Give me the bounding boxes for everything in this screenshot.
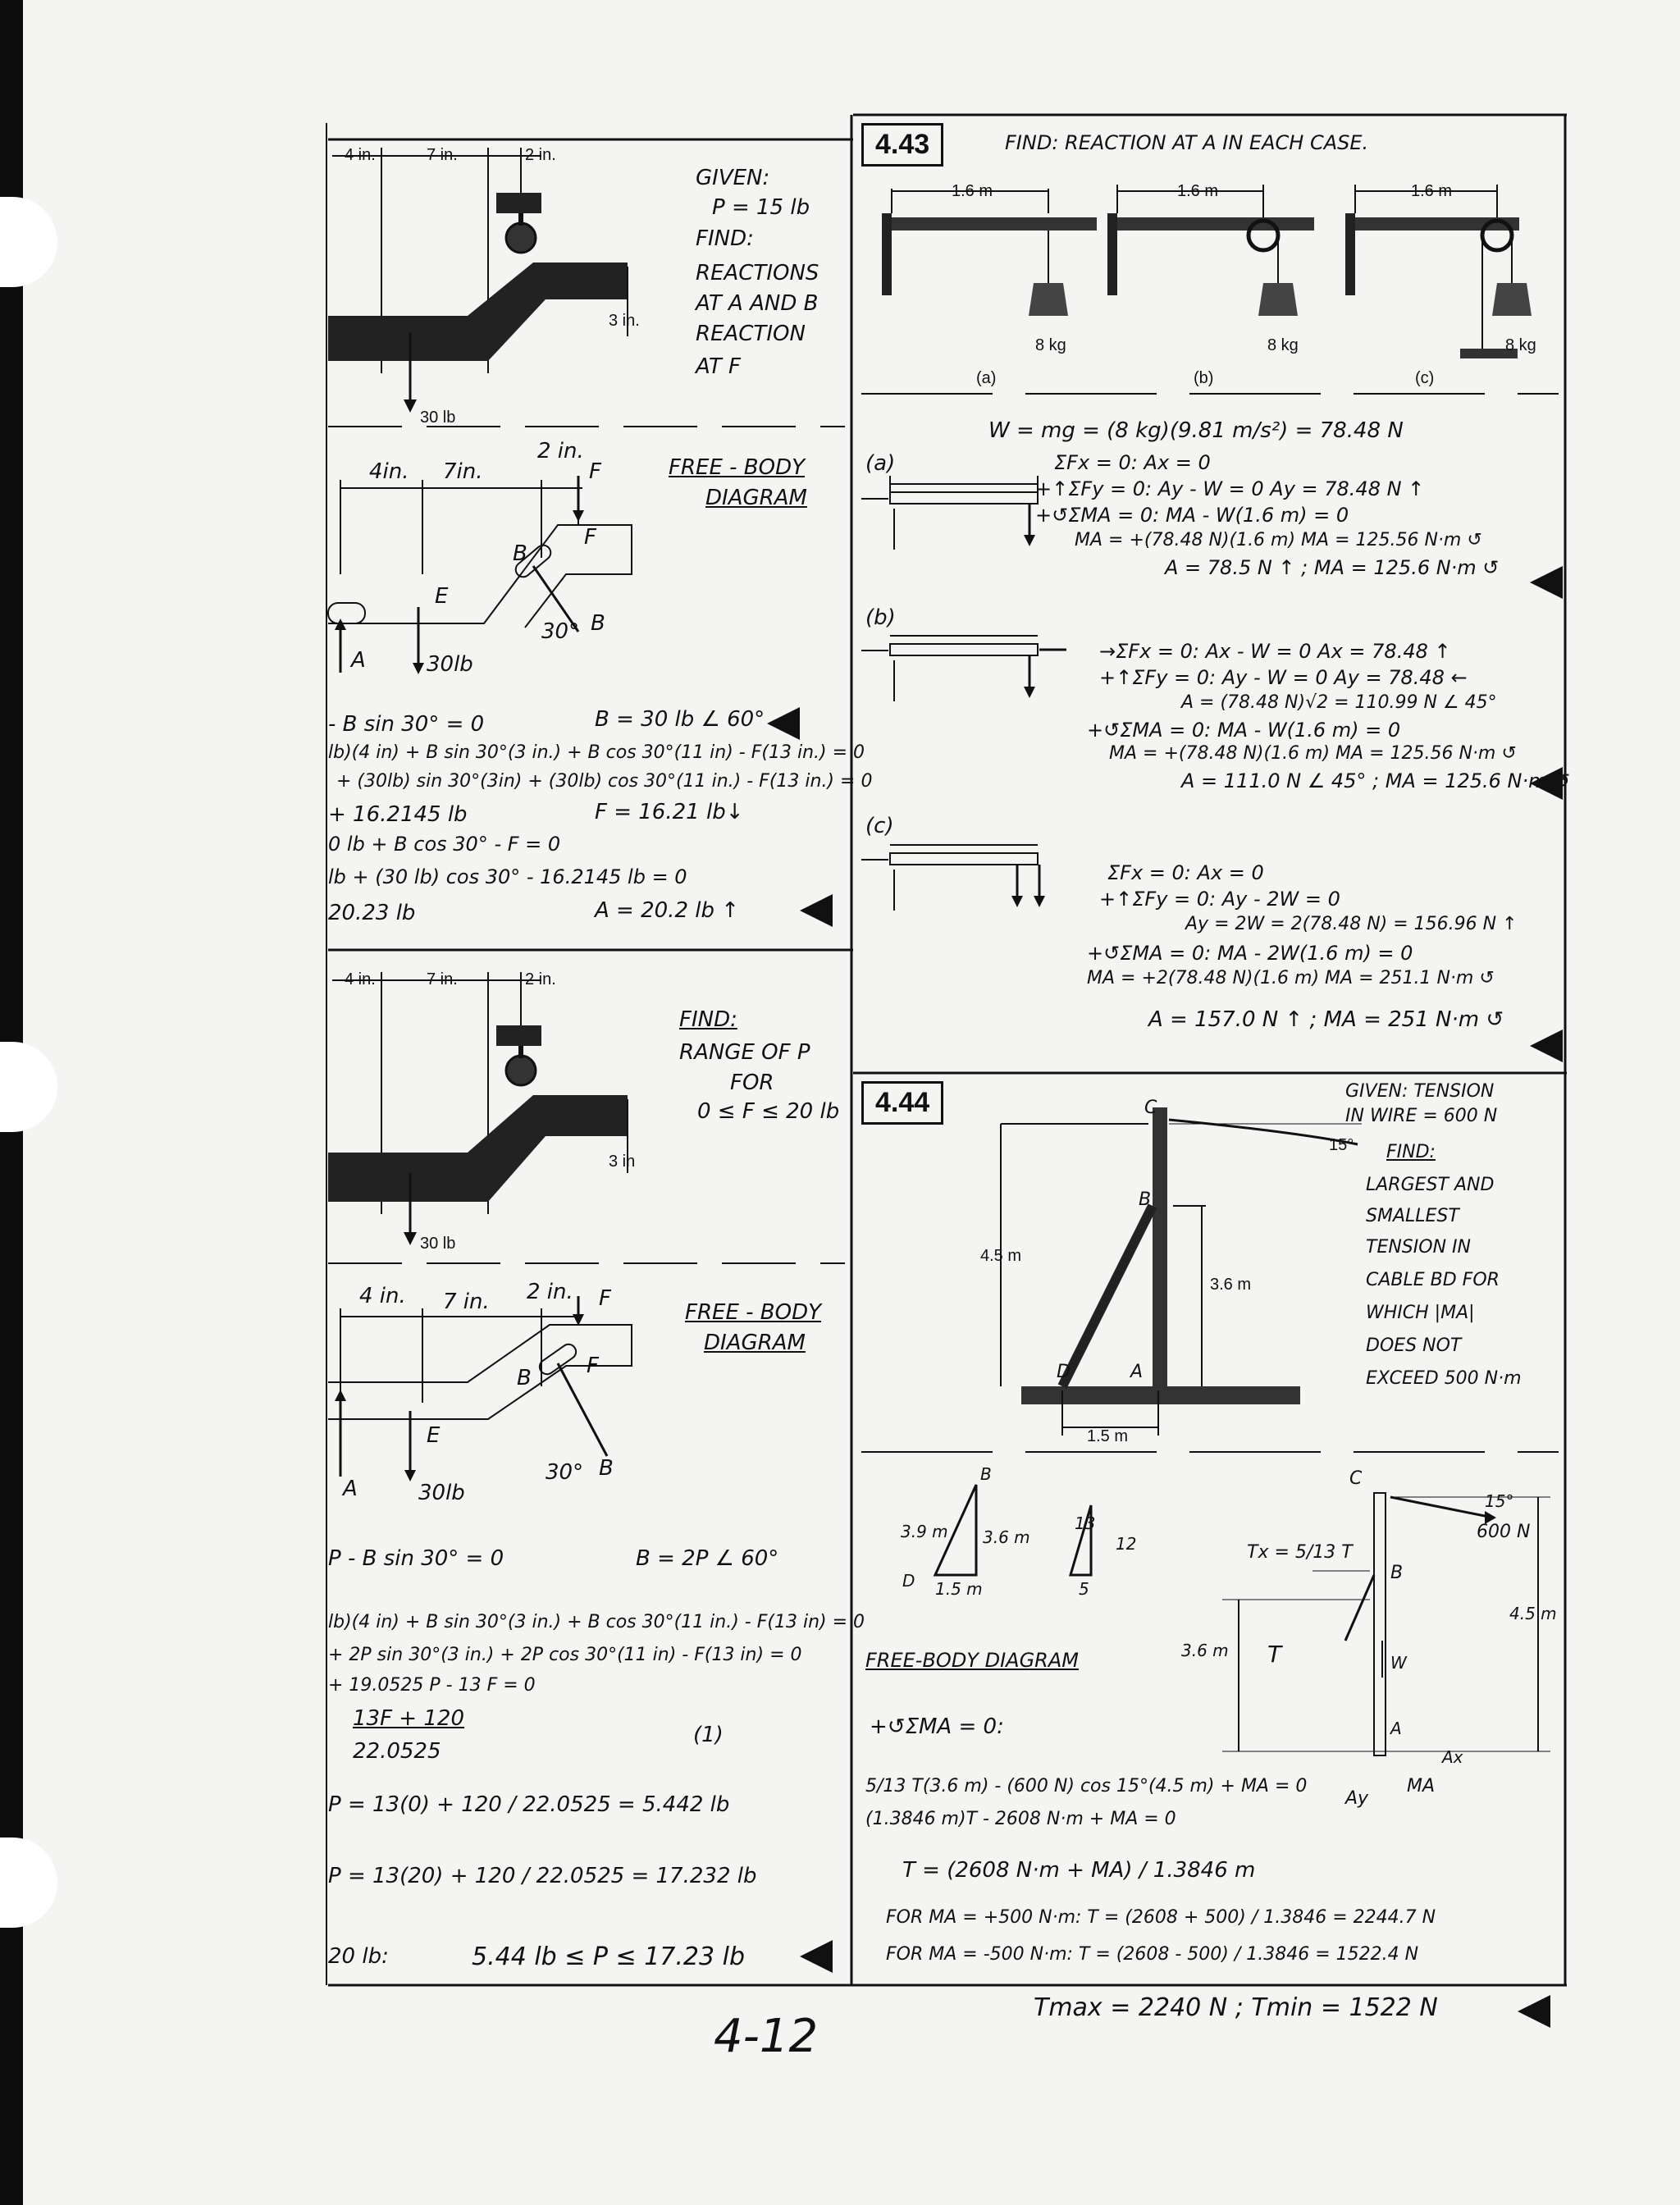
cantilever-figures bbox=[870, 176, 1567, 381]
equation: +↺ΣMA = 0: MA - 2W(1.6 m) = 0 bbox=[1087, 942, 1413, 965]
angle-label: 30° bbox=[546, 1460, 584, 1485]
dim-label: 4.5 m bbox=[1509, 1604, 1557, 1623]
tri-label: 12 bbox=[1116, 1534, 1137, 1554]
point-label: B bbox=[1390, 1563, 1404, 1583]
angle-label: 15° bbox=[1485, 1491, 1514, 1511]
fbd-caption: FREE-BODY DIAGRAM bbox=[865, 1649, 1079, 1672]
force-label: B bbox=[599, 1456, 614, 1481]
equation: A = (78.48 N)√2 = 110.99 N ∠ 45° bbox=[1181, 692, 1497, 713]
equation: lb)(4 in) + B sin 30°(3 in.) + B cos 30°(11 in) - F(13 in.) = 0 bbox=[328, 742, 865, 763]
dim-label: 3 in bbox=[609, 1153, 636, 1171]
equation: lb + (30 lb) cos 30° - 16.2145 lb = 0 bbox=[328, 865, 687, 888]
problem-number: 4.43 bbox=[861, 123, 943, 167]
equation: Ay = 2W = 2(78.48 N) = 156.96 N ↑ bbox=[1185, 914, 1518, 934]
given-line: REACTION bbox=[696, 322, 806, 346]
tri-label: 3.9 m bbox=[901, 1522, 948, 1541]
dim-label: 3.6 m bbox=[1181, 1641, 1229, 1660]
answer-arrow-icon bbox=[767, 707, 800, 740]
fraction-denominator: 22.0525 bbox=[353, 1739, 441, 1764]
dim-label: 3 in. bbox=[609, 312, 640, 330]
equation: +↑ΣFy = 0: Ay - W = 0 Ay = 78.48 N ↑ bbox=[1035, 477, 1425, 500]
given-line: P = 15 lb bbox=[712, 195, 810, 220]
problem-number: 4.44 bbox=[861, 1081, 943, 1125]
equation: + (30lb) sin 30°(3in) + (30lb) cos 30°(11 in.) - F(13 in.) = 0 bbox=[336, 771, 873, 792]
point-label: E bbox=[435, 584, 449, 609]
point-label: F bbox=[584, 525, 596, 550]
force-label: F bbox=[599, 1286, 611, 1311]
given-line: AT F bbox=[696, 354, 741, 379]
point-label: F bbox=[587, 1354, 599, 1378]
dim-label: 7 in. bbox=[427, 146, 458, 164]
equation: 5/13 T(3.6 m) - (600 N) cos 15°(4.5 m) + MA = 0 bbox=[865, 1776, 1308, 1796]
equation: 0 lb + B cos 30° - F = 0 bbox=[328, 833, 561, 856]
equation: 20 lb: bbox=[328, 1944, 389, 1969]
force-label: B bbox=[591, 611, 605, 636]
equation: P = 13(20) + 120 / 22.0525 = 17.232 lb bbox=[328, 1864, 757, 1888]
equation: + 2P sin 30°(3 in.) + 2P cos 30°(11 in) - F(13 in) = 0 bbox=[328, 1645, 802, 1665]
case-label: (c) bbox=[1415, 369, 1435, 387]
equation: +↺ΣMA = 0: MA - W(1.6 m) = 0 bbox=[1035, 504, 1349, 527]
equation: MA = +2(78.48 N)(1.6 m) MA = 251.1 N·m ↺ bbox=[1087, 968, 1495, 988]
case-label: (c) bbox=[865, 814, 894, 838]
equation: +↺ΣMA = 0: MA - W(1.6 m) = 0 bbox=[1087, 719, 1401, 742]
dim-label: 2 in. bbox=[525, 146, 556, 164]
point-label: A bbox=[343, 1477, 358, 1501]
dim-label: 4in. bbox=[369, 459, 409, 484]
equation: +↑ΣFy = 0: Ay - 2W = 0 bbox=[1099, 888, 1340, 911]
force-label: Ax bbox=[1442, 1747, 1463, 1767]
point-label: C bbox=[1349, 1468, 1363, 1489]
given-line: LARGEST AND bbox=[1366, 1175, 1495, 1195]
dim-label: 7 in. bbox=[443, 1290, 490, 1314]
dim-label: 4 in. bbox=[359, 1284, 406, 1308]
mass-label: 8 kg bbox=[1505, 336, 1536, 354]
answer: F = 16.21 lb↓ bbox=[595, 800, 744, 824]
force-label: Ay bbox=[1345, 1788, 1369, 1809]
equation: (1.3846 m)T - 2608 N·m + MA = 0 bbox=[865, 1809, 1176, 1829]
fbd-caption: DIAGRAM bbox=[705, 486, 807, 510]
bracket-figure-bottom bbox=[328, 968, 656, 1230]
given-line: GIVEN: bbox=[696, 166, 770, 190]
tri-label: 3.6 m bbox=[983, 1527, 1030, 1547]
answer: B = 2P ∠ 60° bbox=[636, 1546, 779, 1571]
dim-label: 7 in. bbox=[427, 970, 458, 988]
point-label: B bbox=[517, 1366, 532, 1390]
tri-label: B bbox=[980, 1464, 992, 1484]
tri-label: 1.5 m bbox=[935, 1579, 983, 1599]
tri-label: 13 bbox=[1075, 1513, 1096, 1533]
given-line: REACTIONS bbox=[696, 261, 819, 285]
dim-label: 1.5 m bbox=[1087, 1427, 1129, 1445]
force-label: 600 N bbox=[1477, 1522, 1531, 1542]
answer: A = 78.5 N ↑ ; MA = 125.6 N·m ↺ bbox=[1165, 556, 1500, 579]
moment-label: MA bbox=[1407, 1776, 1436, 1796]
equation: ΣFx = 0: Ax = 0 bbox=[1107, 861, 1264, 884]
answer-arrow-icon bbox=[800, 894, 833, 927]
answer: A = 111.0 N ∠ 45° ; MA = 125.6 N·m ↺ bbox=[1181, 769, 1571, 792]
answer: Tmax = 2240 N ; Tmin = 1522 N bbox=[1034, 1993, 1438, 2022]
point-label: B bbox=[513, 541, 527, 566]
case-label: (b) bbox=[1194, 369, 1214, 387]
equation: - B sin 30° = 0 bbox=[328, 712, 485, 737]
equation: P = 13(0) + 120 / 22.0525 = 5.442 lb bbox=[328, 1792, 730, 1817]
force-label: W bbox=[1390, 1653, 1407, 1673]
equation: FOR MA = -500 N·m: T = (2608 - 500) / 1.3846 = 1522.4 N bbox=[886, 1944, 1419, 1965]
page-number: 4-12 bbox=[714, 2010, 819, 2063]
dim-label: 2 in. bbox=[525, 970, 556, 988]
given-line: WHICH |MA| bbox=[1366, 1303, 1475, 1323]
load-label: 30 lb bbox=[420, 1235, 456, 1253]
answer-arrow-icon bbox=[1530, 1029, 1563, 1062]
case-label: (a) bbox=[865, 451, 896, 476]
mass-label: 8 kg bbox=[1035, 336, 1066, 354]
equation: +↺ΣMA = 0: bbox=[870, 1714, 1004, 1739]
given-line: AT A AND B bbox=[696, 291, 819, 316]
point-label: A bbox=[351, 648, 366, 673]
equation: W = mg = (8 kg)(9.81 m/s²) = 78.48 N bbox=[988, 418, 1404, 443]
free-body-diagram-pole bbox=[1214, 1468, 1559, 1796]
given-line: FIND: bbox=[1386, 1142, 1436, 1162]
case-label: (b) bbox=[865, 605, 896, 630]
point-label: C bbox=[1144, 1098, 1157, 1118]
given-line: CABLE BD FOR bbox=[1366, 1270, 1500, 1290]
dim-label: 1.6 m bbox=[1177, 182, 1219, 200]
dim-label: 1.6 m bbox=[952, 182, 993, 200]
given-line: EXCEED 500 N·m bbox=[1366, 1368, 1522, 1389]
answer-arrow-icon bbox=[1530, 767, 1563, 800]
equation: P - B sin 30° = 0 bbox=[328, 1546, 504, 1571]
dim-label: 2 in. bbox=[527, 1280, 573, 1304]
bracket-figure-top bbox=[328, 144, 656, 390]
answer-arrow-icon bbox=[1530, 566, 1563, 599]
equation-number: (1) bbox=[693, 1723, 724, 1747]
equation: 20.23 lb bbox=[328, 901, 416, 925]
equation: + 16.2145 lb bbox=[328, 802, 468, 827]
dim-label: 4.5 m bbox=[980, 1247, 1022, 1265]
free-body-diagram-top bbox=[328, 459, 656, 681]
find-line: FIND: bbox=[679, 1007, 737, 1032]
force-label: T bbox=[1267, 1641, 1282, 1668]
point-label: A bbox=[1390, 1719, 1402, 1738]
point-label: A bbox=[1130, 1362, 1144, 1382]
load-label: 30 lb bbox=[420, 409, 456, 427]
fbd-caption: FREE - BODY bbox=[669, 455, 805, 480]
equation: FOR MA = +500 N·m: T = (2608 + 500) / 1.3846 = 2244.7 N bbox=[886, 1907, 1436, 1928]
answer: 5.44 lb ≤ P ≤ 17.23 lb bbox=[472, 1942, 746, 1971]
force-label: F bbox=[589, 459, 601, 484]
given-line: IN WIRE = 600 N bbox=[1345, 1106, 1498, 1126]
equation: lb)(4 in) + B sin 30°(3 in.) + B cos 30°(11 in.) - F(13 in) = 0 bbox=[328, 1612, 865, 1632]
find-line: RANGE OF P bbox=[679, 1040, 810, 1065]
angle-label: 30° bbox=[541, 619, 580, 644]
force-label: Tx = 5/13 T bbox=[1247, 1542, 1353, 1563]
answer: B = 30 lb ∠ 60° bbox=[595, 707, 765, 732]
mass-label: 8 kg bbox=[1267, 336, 1299, 354]
dim-label: 4 in. bbox=[345, 970, 376, 988]
answer-arrow-icon bbox=[1518, 1995, 1550, 2028]
problem-statement: FIND: REACTION AT A IN EACH CASE. bbox=[1005, 131, 1369, 154]
angle-label: 15° bbox=[1329, 1136, 1354, 1154]
dim-label: 4 in. bbox=[345, 146, 376, 164]
given-line: SMALLEST bbox=[1366, 1206, 1459, 1226]
given-line: TENSION IN bbox=[1366, 1237, 1471, 1258]
fbd-caption: FREE - BODY bbox=[685, 1300, 821, 1325]
equation: MA = +(78.48 N)(1.6 m) MA = 125.56 N·m ↺ bbox=[1109, 743, 1517, 764]
fraction-numerator: 13F + 120 bbox=[353, 1706, 464, 1731]
find-line: 0 ≤ F ≤ 20 lb bbox=[697, 1099, 840, 1124]
dim-label: 1.6 m bbox=[1411, 182, 1453, 200]
point-label: D bbox=[1057, 1362, 1071, 1382]
dim-label: 3.6 m bbox=[1210, 1276, 1252, 1294]
equation: T = (2608 N·m + MA) / 1.3846 m bbox=[902, 1858, 1256, 1883]
equation: →ΣFx = 0: Ax - W = 0 Ax = 78.48 ↑ bbox=[1099, 640, 1451, 663]
dim-label: 2 in. bbox=[537, 439, 584, 463]
find-line: FOR bbox=[730, 1071, 774, 1095]
load-label: 30lb bbox=[427, 652, 473, 677]
point-label: B bbox=[1139, 1189, 1152, 1210]
equation: +↑ΣFy = 0: Ay - W = 0 Ay = 78.48 ← bbox=[1099, 666, 1468, 689]
dim-label: 7in. bbox=[443, 459, 483, 484]
tri-label: 5 bbox=[1079, 1579, 1089, 1599]
answer: A = 157.0 N ↑ ; MA = 251 N·m ↺ bbox=[1148, 1007, 1504, 1032]
fbd-caption: DIAGRAM bbox=[704, 1331, 806, 1355]
given-line: GIVEN: TENSION bbox=[1345, 1081, 1495, 1102]
case-label: (a) bbox=[976, 369, 997, 387]
equation: MA = +(78.48 N)(1.6 m) MA = 125.56 N·m ↺ bbox=[1075, 530, 1482, 550]
given-line: DOES NOT bbox=[1366, 1335, 1462, 1356]
answer-arrow-icon bbox=[800, 1940, 833, 1973]
equation: + 19.0525 P - 13 F = 0 bbox=[328, 1675, 536, 1696]
equation: ΣFx = 0: Ax = 0 bbox=[1054, 451, 1211, 474]
given-line: FIND: bbox=[696, 226, 754, 251]
tri-label: D bbox=[902, 1571, 915, 1591]
load-label: 30lb bbox=[418, 1481, 465, 1505]
answer: A = 20.2 lb ↑ bbox=[595, 898, 740, 923]
point-label: E bbox=[427, 1423, 441, 1448]
